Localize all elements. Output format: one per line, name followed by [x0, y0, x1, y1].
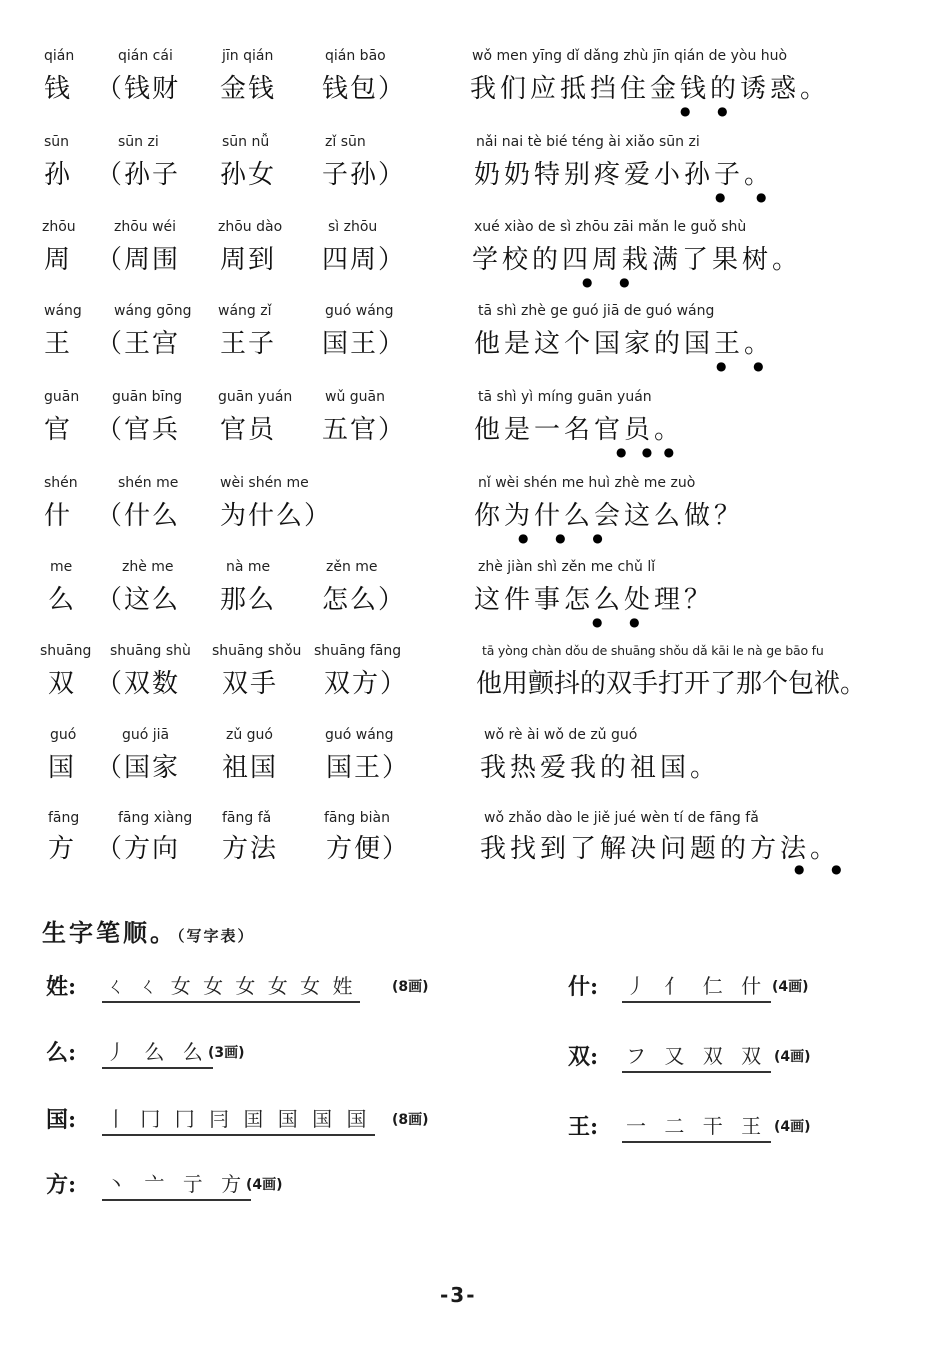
hanzi-char: 么 [48, 585, 77, 615]
sentence-pinyin: wǒ rè ài wǒ de zǔ guó [484, 727, 638, 743]
emphasis-dots: ● ● [715, 190, 767, 204]
stroke-order-char: 方: [46, 1172, 77, 1198]
hanzi-word-3: 国王） [326, 753, 411, 783]
pinyin-word-3: guó wáng [325, 303, 394, 319]
hanzi-word-1: （钱财 [96, 74, 181, 104]
stroke-order-item [568, 970, 868, 1010]
hanzi-word-2: 为什么） [220, 501, 333, 531]
stroke-count: (4画) [246, 1177, 283, 1193]
hanzi-word-3: 子孙） [322, 160, 407, 190]
pinyin-word-1: guān bīng [112, 389, 183, 405]
pinyin-word-2: zhōu dào [218, 219, 283, 235]
emphasis-dots: ● ● [716, 359, 764, 373]
pinyin-word-1: shuāng shù [110, 643, 191, 659]
vocab-row [0, 389, 950, 475]
hanzi-char: 方 [48, 834, 77, 864]
stroke-sequence: 丿 么 么 [102, 1036, 213, 1069]
stroke-order-item [568, 1040, 868, 1080]
pinyin-word-3: wǔ guān [325, 389, 385, 405]
hanzi-word-3: 钱包） [322, 74, 407, 104]
sentence-pinyin: wǒ men yīng dǐ dǎng zhù jīn qián de yòu huò [472, 48, 788, 64]
section-subtitle: （写字表） [177, 927, 255, 945]
vocab-row [0, 727, 950, 813]
stroke-sequence: 丶 亠 亍 方 [102, 1168, 251, 1201]
stroke-order-char: 双: [568, 1044, 599, 1070]
stroke-sequence: ㄑ ㄑ 女 女 女 女 女 姓 [102, 970, 360, 1003]
hanzi-word-1: （王宫 [96, 329, 181, 359]
hanzi-word-1: （周围 [96, 245, 181, 275]
vocab-row [0, 219, 950, 305]
stroke-order-char: 么: [46, 1040, 77, 1066]
sentence-pinyin: nǐ wèi shén me huì zhè me zuò [478, 475, 696, 491]
stroke-order-char: 王: [568, 1114, 599, 1140]
stroke-count: (3画) [208, 1045, 245, 1061]
sentence-pinyin: xué xiào de sì zhōu zāi mǎn le guǒ shù [474, 219, 747, 235]
pinyin-word-1: shén me [118, 475, 179, 491]
pinyin-char: shuāng [40, 643, 92, 659]
pinyin-word-1: sūn zi [118, 134, 159, 150]
pinyin-char: guān [44, 389, 80, 405]
stroke-count: (4画) [774, 1049, 811, 1065]
example-sentence: 我们应抵挡住金钱的诱惑。 [470, 74, 831, 104]
pinyin-word-2: wèi shén me [220, 475, 309, 491]
emphasis-dots: ● ● [680, 104, 728, 118]
pinyin-word-3: zǐ sūn [325, 134, 366, 150]
vocab-row [0, 134, 950, 220]
vocab-row [0, 475, 950, 561]
hanzi-word-3: 国王） [322, 329, 407, 359]
example-sentence: 我热爱我的祖国。 [480, 753, 721, 783]
hanzi-word-2: 孙女 [220, 160, 277, 190]
stroke-order-item [46, 1103, 466, 1143]
vocab-row [0, 643, 950, 729]
page-number: -3- [440, 1283, 477, 1307]
emphasis-dots: ● ● [794, 862, 842, 876]
stroke-order-item [46, 1036, 346, 1076]
sentence-pinyin: tā yòng chàn dǒu de shuāng shǒu dǎ kāi le nà ge bāo fu [482, 643, 824, 658]
pinyin-char: zhōu [42, 219, 76, 235]
hanzi-word-2: 祖国 [222, 753, 279, 783]
vocab-row [0, 303, 950, 389]
vocab-row [0, 559, 950, 645]
stroke-order-char: 姓: [46, 974, 77, 1000]
example-sentence: 这件事怎么处理？ [474, 585, 715, 615]
pinyin-word-2: nà me [226, 559, 271, 575]
stroke-count: (4画) [772, 979, 809, 995]
hanzi-word-2: 王子 [220, 329, 277, 359]
stroke-sequence: 丿 亻 仁 什 [622, 970, 771, 1003]
stroke-count: (8画) [392, 979, 429, 995]
stroke-order-item [568, 1110, 868, 1150]
hanzi-word-3: 怎么） [322, 585, 407, 615]
stroke-order-item [46, 1168, 366, 1208]
example-sentence: 学校的四周栽满了果树。 [472, 245, 803, 275]
vocab-row [0, 810, 950, 896]
hanzi-word-3: 方便） [326, 834, 411, 864]
example-sentence: 他是一名官员。 [474, 415, 685, 445]
pinyin-word-2: fāng fǎ [222, 810, 272, 826]
pinyin-char: qián [44, 48, 75, 64]
hanzi-word-3: 四周） [322, 245, 407, 275]
pinyin-word-2: shuāng shǒu [212, 643, 302, 659]
section-title [42, 913, 255, 948]
example-sentence: 你为什么会这么做？ [474, 501, 745, 531]
sentence-pinyin: zhè jiàn shì zěn me chǔ lǐ [478, 559, 656, 575]
hanzi-word-2: 周到 [220, 245, 277, 275]
stroke-count: (4画) [774, 1119, 811, 1135]
pinyin-char: fāng [48, 810, 80, 826]
pinyin-word-1: zhè me [122, 559, 174, 575]
stroke-order-char: 国: [46, 1107, 77, 1133]
hanzi-word-1: （双数 [96, 669, 181, 699]
pinyin-word-2: jīn qián [222, 48, 274, 64]
hanzi-char: 官 [44, 415, 73, 445]
pinyin-word-3: fāng biàn [324, 810, 390, 826]
hanzi-word-3: 双方） [324, 669, 409, 699]
stroke-sequence: 丨 冂 冂 冃 囯 国 国 国 [102, 1103, 375, 1136]
pinyin-word-3: qián bāo [325, 48, 386, 64]
hanzi-char: 钱 [44, 74, 73, 104]
sentence-pinyin: wǒ zhǎo dào le jiě jué wèn tí de fāng fǎ [484, 810, 759, 826]
pinyin-word-3: guó wáng [325, 727, 394, 743]
pinyin-char: guó [50, 727, 77, 743]
hanzi-word-1: （方向 [96, 834, 181, 864]
pinyin-word-3: shuāng fāng [314, 643, 402, 659]
pinyin-word-2: zǔ guó [226, 727, 273, 743]
hanzi-char: 什 [44, 501, 73, 531]
example-sentence: 奶奶特别疼爱小孙子。 [474, 160, 775, 190]
hanzi-word-1: （什么 [96, 501, 181, 531]
hanzi-char: 周 [44, 245, 73, 275]
pinyin-char: wáng [44, 303, 82, 319]
hanzi-word-1: （官兵 [96, 415, 181, 445]
hanzi-char: 双 [48, 669, 77, 699]
hanzi-char: 孙 [44, 160, 73, 190]
pinyin-word-2: sūn nǚ [222, 134, 270, 150]
pinyin-word-1: guó jiā [122, 727, 170, 743]
emphasis-dots: ● ● ● [518, 531, 603, 545]
stroke-count: (8画) [392, 1112, 429, 1128]
stroke-order-item [46, 970, 466, 1010]
hanzi-word-2: 方法 [222, 834, 279, 864]
stroke-sequence: フ 又 双 双 [622, 1040, 771, 1073]
pinyin-word-3: sì zhōu [328, 219, 378, 235]
example-sentence: 他是这个国家的国王。 [474, 329, 775, 359]
pinyin-char: sūn [44, 134, 70, 150]
example-sentence: 我找到了解决问题的方法。 [480, 834, 841, 864]
section-title-text: 生字笔顺。 [42, 919, 177, 947]
sentence-pinyin: nǎi nai tè bié téng ài xiǎo sūn zi [476, 134, 700, 150]
hanzi-word-1: （国家 [96, 753, 181, 783]
pinyin-word-1: qián cái [118, 48, 173, 64]
pinyin-word-2: guān yuán [218, 389, 293, 405]
hanzi-word-2: 金钱 [220, 74, 277, 104]
hanzi-word-1: （这么 [96, 585, 181, 615]
hanzi-char: 王 [44, 329, 73, 359]
hanzi-word-2: 官员 [220, 415, 277, 445]
hanzi-word-2: 那么 [220, 585, 277, 615]
hanzi-word-2: 双手 [222, 669, 279, 699]
stroke-order-char: 什: [568, 974, 599, 1000]
pinyin-word-1: wáng gōng [114, 303, 192, 319]
vocab-row [0, 48, 950, 134]
stroke-sequence: 一 二 干 王 [622, 1110, 771, 1143]
pinyin-char: shén [44, 475, 78, 491]
hanzi-word-3: 五官） [322, 415, 407, 445]
pinyin-word-2: wáng zǐ [218, 303, 272, 319]
sentence-pinyin: tā shì zhè ge guó jiā de guó wáng [478, 303, 715, 319]
pinyin-word-3: zěn me [326, 559, 378, 575]
pinyin-word-1: fāng xiàng [118, 810, 193, 826]
hanzi-char: 国 [48, 753, 77, 783]
pinyin-char: me [50, 559, 73, 575]
emphasis-dots: ● ● [592, 615, 640, 629]
hanzi-word-1: （孙子 [96, 160, 181, 190]
sentence-pinyin: tā shì yì míng guān yuán [478, 389, 652, 405]
emphasis-dots: ● ● [582, 275, 630, 289]
emphasis-dots: ● ● ● [616, 445, 675, 459]
pinyin-word-1: zhōu wéi [114, 219, 177, 235]
example-sentence: 他用颤抖的双手打开了那个包袱。 [476, 669, 867, 699]
